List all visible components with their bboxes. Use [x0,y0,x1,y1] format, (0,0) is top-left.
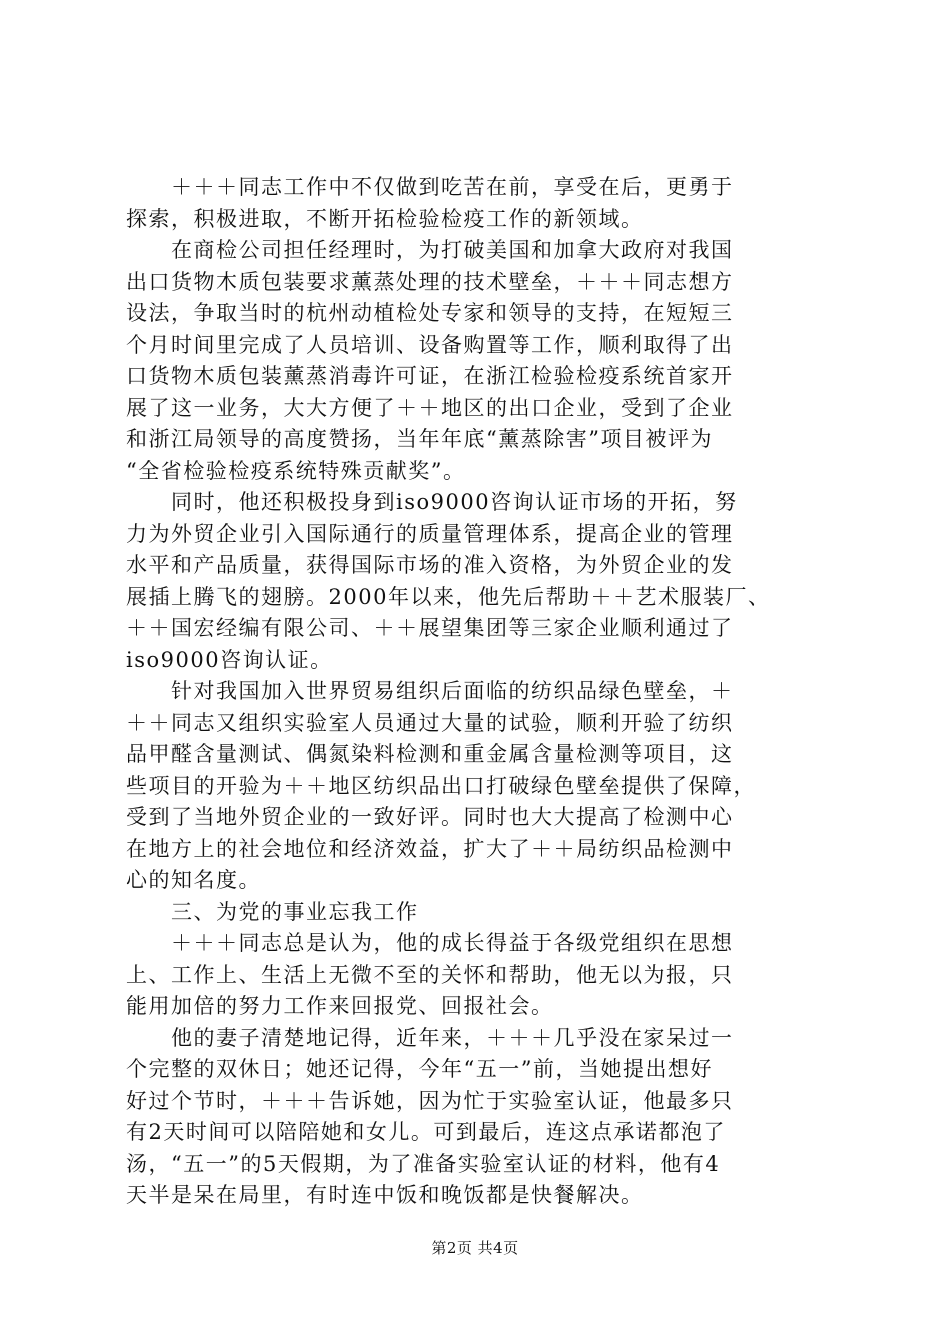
text-line: 和浙江局领导的高度赞扬，当年年底“薰蒸除害”项目被评为 [126,427,713,451]
text-line: ＋＋同志又组织实验室人员通过大量的试验，顺利开验了纺织 [126,710,734,735]
text-line: 同时，他还积极投身到iso9000咨询认证市场的开拓，努 [126,490,738,514]
page-number-footer: 第2页 共4页 [431,1239,519,1257]
text-line: 有2天时间可以陪陪她和女儿。可到最后，连这点承诺都泡了 [126,1120,726,1144]
text-line: 针对我国加入世界贸易组织后面临的纺织品绿色壁垒，＋ [126,679,734,703]
document-body [126,172,840,1212]
text-line: 些项目的开验为＋＋地区纺织品出口打破绿色壁垒提供了保障， [126,773,756,798]
text-line: 探索，积极进取，不断开拓检验检疫工作的新领域。 [126,206,644,231]
text-line: 个月时间里完成了人员培训、设备购置等工作，顺利取得了出 [126,332,734,357]
text-line: 个完整的双休日；她还记得，今年“五一”前，当她提出想好 [126,1057,713,1081]
text-line: 能用加倍的努力工作来回报党、回报社会。 [126,994,554,1018]
text-line: 设法，争取当时的杭州动植检处专家和领导的支持，在短短三 [126,301,734,325]
text-line: “全省检验检疫系统特殊贡献奖”。 [126,458,466,483]
text-line: 展插上腾飞的翅膀。2000年以来，他先后帮助＋＋艺术服装厂、 [126,584,771,609]
text-line: 口货物木质包装薰蒸消毒许可证，在浙江检验检疫系统首家开 [126,364,734,388]
text-line: 在商检公司担任经理时，为打破美国和加拿大政府对我国 [126,238,734,262]
text-line: ＋＋＋同志工作中不仅做到吃苦在前，享受在后，更勇于 [126,175,734,199]
section-heading: 三、为党的事业忘我工作 [126,899,419,924]
text-line: 品甲醛含量测试、偶氮染料检测和重金属含量检测等项目，这 [126,742,734,766]
text-line: 展了这一业务，大大方便了＋＋地区的出口企业，受到了企业 [126,395,734,420]
text-line: 出口货物木质包装要求薰蒸处理的技术壁垒，＋＋＋同志想方 [126,269,734,294]
text-line: 在地方上的社会地位和经济效益，扩大了＋＋局纺织品检测中 [126,836,734,861]
text-line: iso9000咨询认证。 [126,647,333,672]
text-line: 上、工作上、生活上无微不至的关怀和帮助，他无以为报，只 [126,962,734,987]
text-line: ＋＋＋同志总是认为，他的成长得益于各级党组织在思想 [126,931,734,955]
text-line: 汤，“五一”的5天假期，为了准备实验室认证的材料，他有4 [126,1151,721,1176]
text-line: 好过个节时，＋＋＋告诉她，因为忙于实验室认证，他最多只 [126,1088,734,1113]
text-line: 天半是呆在局里，有时连中饭和晚饭都是快餐解决。 [126,1183,644,1207]
text-line: 力为外贸企业引入国际通行的质量管理体系，提高企业的管理 [126,521,734,546]
text-line: 水平和产品质量，获得国际市场的准入资格，为外贸企业的发 [126,553,734,577]
text-line: 他的妻子清楚地记得，近年来，＋＋＋几乎没在家呆过一 [126,1025,734,1050]
text-line: 心的知名度。 [126,868,261,892]
text-line: ＋＋国宏经编有限公司、＋＋展望集团等三家企业顺利通过了 [126,616,734,640]
text-line: 受到了当地外贸企业的一致好评。同时也大大提高了检测中心 [126,805,734,829]
